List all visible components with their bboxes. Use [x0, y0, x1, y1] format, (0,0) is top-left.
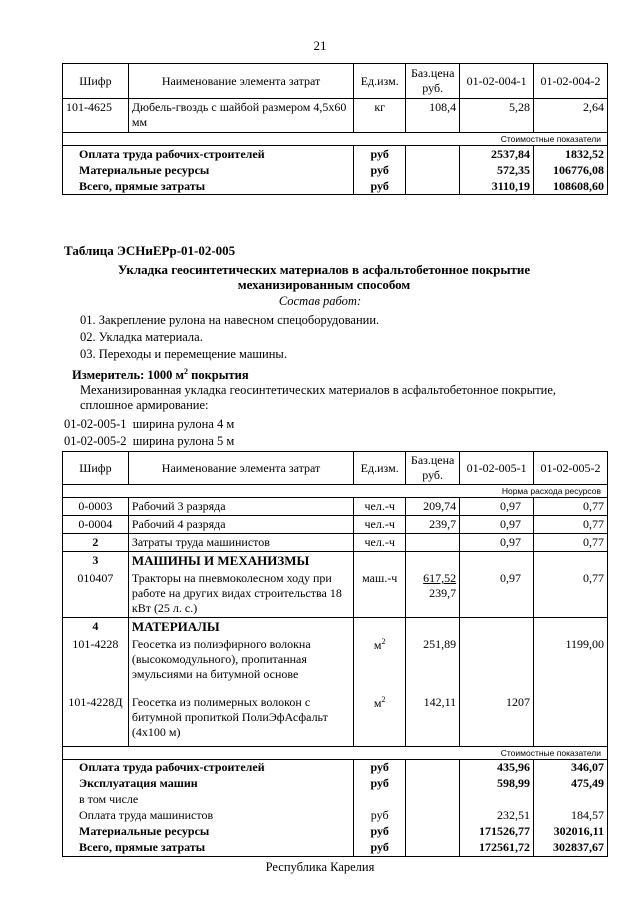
variant-line: [64, 416, 234, 433]
section-code: 4: [63, 618, 129, 637]
row-v1: 0,97: [460, 570, 534, 618]
total-v1: [460, 792, 534, 808]
header-col1: 01-02-005-1: [460, 452, 534, 485]
norm-label: Норма расхода ресурсов: [63, 485, 608, 498]
total-unit: руб: [354, 146, 406, 163]
row-name: Дюбель-гвоздь с шайбой размером 4,5х60 мм: [128, 99, 353, 133]
work-step: 03. Переходы и перемещение машины.: [80, 347, 287, 361]
row-unit-sup: 2: [381, 637, 386, 646]
table-id: Таблица ЭСНиЕРр-01-02-005: [64, 243, 236, 258]
header-unit: Ед.изм.: [354, 64, 406, 99]
row-name: Тракторы на пневмоколесном ходу при работе на других видах строительства 18 кВт (25 л. с.): [128, 570, 353, 618]
total-v2: 1832,52: [534, 146, 608, 163]
row-name: Рабочий 3 разряда: [128, 498, 353, 516]
total-unit: руб: [354, 808, 406, 824]
total-v1: 3110,19: [460, 178, 534, 195]
row-unit: чел.-ч: [354, 534, 406, 552]
total-unit: руб: [354, 824, 406, 840]
variant-text: ширина рулона 5 м: [132, 434, 235, 448]
cost-table-1: [62, 63, 608, 195]
total-v2: 108608,60: [534, 178, 608, 195]
table-row: [63, 694, 608, 746]
table-row: [63, 516, 608, 534]
total-v2: 184,57: [534, 808, 608, 824]
total-v2: [534, 792, 608, 808]
section-heading: МАШИНЫ И МЕХАНИЗМЫ: [128, 552, 353, 571]
total-v2: 302837,67: [534, 840, 608, 857]
row-price: 108,4: [406, 99, 460, 133]
header-col2: 01-02-005-2: [534, 452, 608, 485]
row-v1: 0,97: [460, 498, 534, 516]
total-unit: руб: [354, 178, 406, 195]
composition-label: Состав работ:: [278, 294, 362, 308]
section-title: Укладка геосинтетических материалов в асфальтобетонное покрытие механизированным способом: [117, 262, 531, 292]
row-unit: м: [373, 696, 382, 710]
table-row: [63, 570, 608, 618]
total-name: Материальные ресурсы: [63, 162, 354, 178]
row-code: 0-0003: [63, 498, 129, 516]
row-unit: м: [373, 638, 382, 652]
row-v2: 0,77: [534, 570, 608, 618]
row-v2: [534, 694, 608, 746]
total-name: Оплата труда рабочих-строителей: [63, 146, 354, 163]
header-code: Шифр: [63, 64, 129, 99]
total-v2: 302016,11: [534, 824, 608, 840]
row-price: [406, 534, 460, 552]
row-v2: 2,64: [534, 99, 608, 133]
row-unit-sup: 2: [381, 695, 386, 704]
total-v1: 598,99: [460, 776, 534, 792]
row-price-alt: 239,7: [429, 586, 457, 600]
table-row: [63, 99, 608, 133]
row-unit: чел.-ч: [354, 498, 406, 516]
total-v2: 106776,08: [534, 162, 608, 178]
row-v1: [460, 636, 534, 694]
row-v2: 0,77: [534, 516, 608, 534]
variant-line: [64, 433, 234, 450]
meter-sup: 2: [184, 367, 189, 376]
variant-code: 01-02-005-2: [64, 434, 127, 448]
work-step: 02. Укладка материала.: [80, 330, 203, 344]
row-unit: маш.-ч: [354, 570, 406, 618]
variant-text: ширина рулона 4 м: [132, 417, 235, 431]
total-unit: руб: [354, 162, 406, 178]
row-name: Геосетка из полиэфирного волокна (высокомодульного), пропитанная эмульсиями на битумной основе: [128, 636, 353, 694]
section-heading: МАТЕРИАЛЫ: [128, 618, 353, 637]
row-code: 2: [63, 534, 129, 552]
header-col1: 01-02-004-1: [460, 64, 534, 99]
cost-table-2: [62, 451, 608, 857]
cost-indicators-label: Стоимостные показатели: [63, 746, 608, 759]
row-v1: 5,28: [460, 99, 534, 133]
total-name: Всего, прямые затраты: [63, 840, 354, 857]
total-unit: [354, 792, 406, 808]
table-row: [63, 498, 608, 516]
row-code: 010407: [63, 570, 129, 618]
total-v2: 475,49: [534, 776, 608, 792]
row-code: 101-4228Д: [63, 694, 129, 746]
description: Механизированная укладка геосинтетических материалов в асфальтобетонное покрытие, сплошное армирование:: [80, 383, 557, 412]
total-v1: 2537,84: [460, 146, 534, 163]
cost-indicators-label: Стоимостные показатели: [63, 133, 608, 146]
footer: Республика Карелия: [265, 860, 375, 874]
row-price: 251,89: [406, 636, 460, 694]
total-v2: 346,07: [534, 759, 608, 776]
row-v1: 1207: [460, 694, 534, 746]
row-name: Затраты труда машинистов: [128, 534, 353, 552]
total-v1: 435,96: [460, 759, 534, 776]
header-price: Баз.цена руб.: [406, 452, 460, 485]
total-v1: 572,35: [460, 162, 534, 178]
work-step: 01. Закрепление рулона на навесном спецоборудовании.: [80, 313, 380, 327]
total-name: Оплата труда машинистов: [63, 808, 354, 824]
meter-prefix: Измеритель: 1000 м: [72, 368, 185, 383]
total-name: Эксплуатация машин: [63, 776, 354, 792]
meter-suffix: покрытия: [188, 368, 249, 383]
row-price: 209,74: [406, 498, 460, 516]
row-code: 101-4228: [63, 636, 129, 694]
row-code: 101-4625: [63, 99, 129, 133]
row-v1: 0,97: [460, 516, 534, 534]
total-v1: 172561,72: [460, 840, 534, 857]
row-unit: чел.-ч: [354, 516, 406, 534]
variant-code: 01-02-005-1: [64, 417, 127, 431]
row-name: Рабочий 4 разряда: [128, 516, 353, 534]
total-v1: 232,51: [460, 808, 534, 824]
row-name: Геосетка из полимерных волокон с битумной пропиткой ПолиЭфАсфальт (4х100 м): [128, 694, 353, 746]
row-price: 239,7: [406, 516, 460, 534]
meter-line: [72, 364, 249, 384]
header-name: Наименование элемента затрат: [128, 452, 353, 485]
table-row: [63, 636, 608, 694]
row-unit: кг: [354, 99, 406, 133]
row-v2: 0,77: [534, 534, 608, 552]
row-code: 0-0004: [63, 516, 129, 534]
total-v1: 171526,77: [460, 824, 534, 840]
total-unit: руб: [354, 840, 406, 857]
row-price: 142,11: [406, 694, 460, 746]
row-v2: 1199,00: [534, 636, 608, 694]
total-name: Оплата труда рабочих-строителей: [63, 759, 354, 776]
header-name: Наименование элемента затрат: [128, 64, 353, 99]
page-number: 21: [313, 38, 327, 53]
section-code: 3: [63, 552, 129, 571]
row-v1: 0,97: [460, 534, 534, 552]
total-name: Всего, прямые затраты: [63, 178, 354, 195]
table-row: [63, 534, 608, 552]
row-price: 617,52: [423, 571, 457, 585]
header-col2: 01-02-004-2: [534, 64, 608, 99]
total-unit: руб: [354, 759, 406, 776]
header-code: Шифр: [63, 452, 129, 485]
total-name: Материальные ресурсы: [63, 824, 354, 840]
total-name: в том числе: [63, 792, 354, 808]
header-unit: Ед.изм.: [354, 452, 406, 485]
total-unit: руб: [354, 776, 406, 792]
header-price: Баз.цена руб.: [406, 64, 460, 99]
row-v2: 0,77: [534, 498, 608, 516]
